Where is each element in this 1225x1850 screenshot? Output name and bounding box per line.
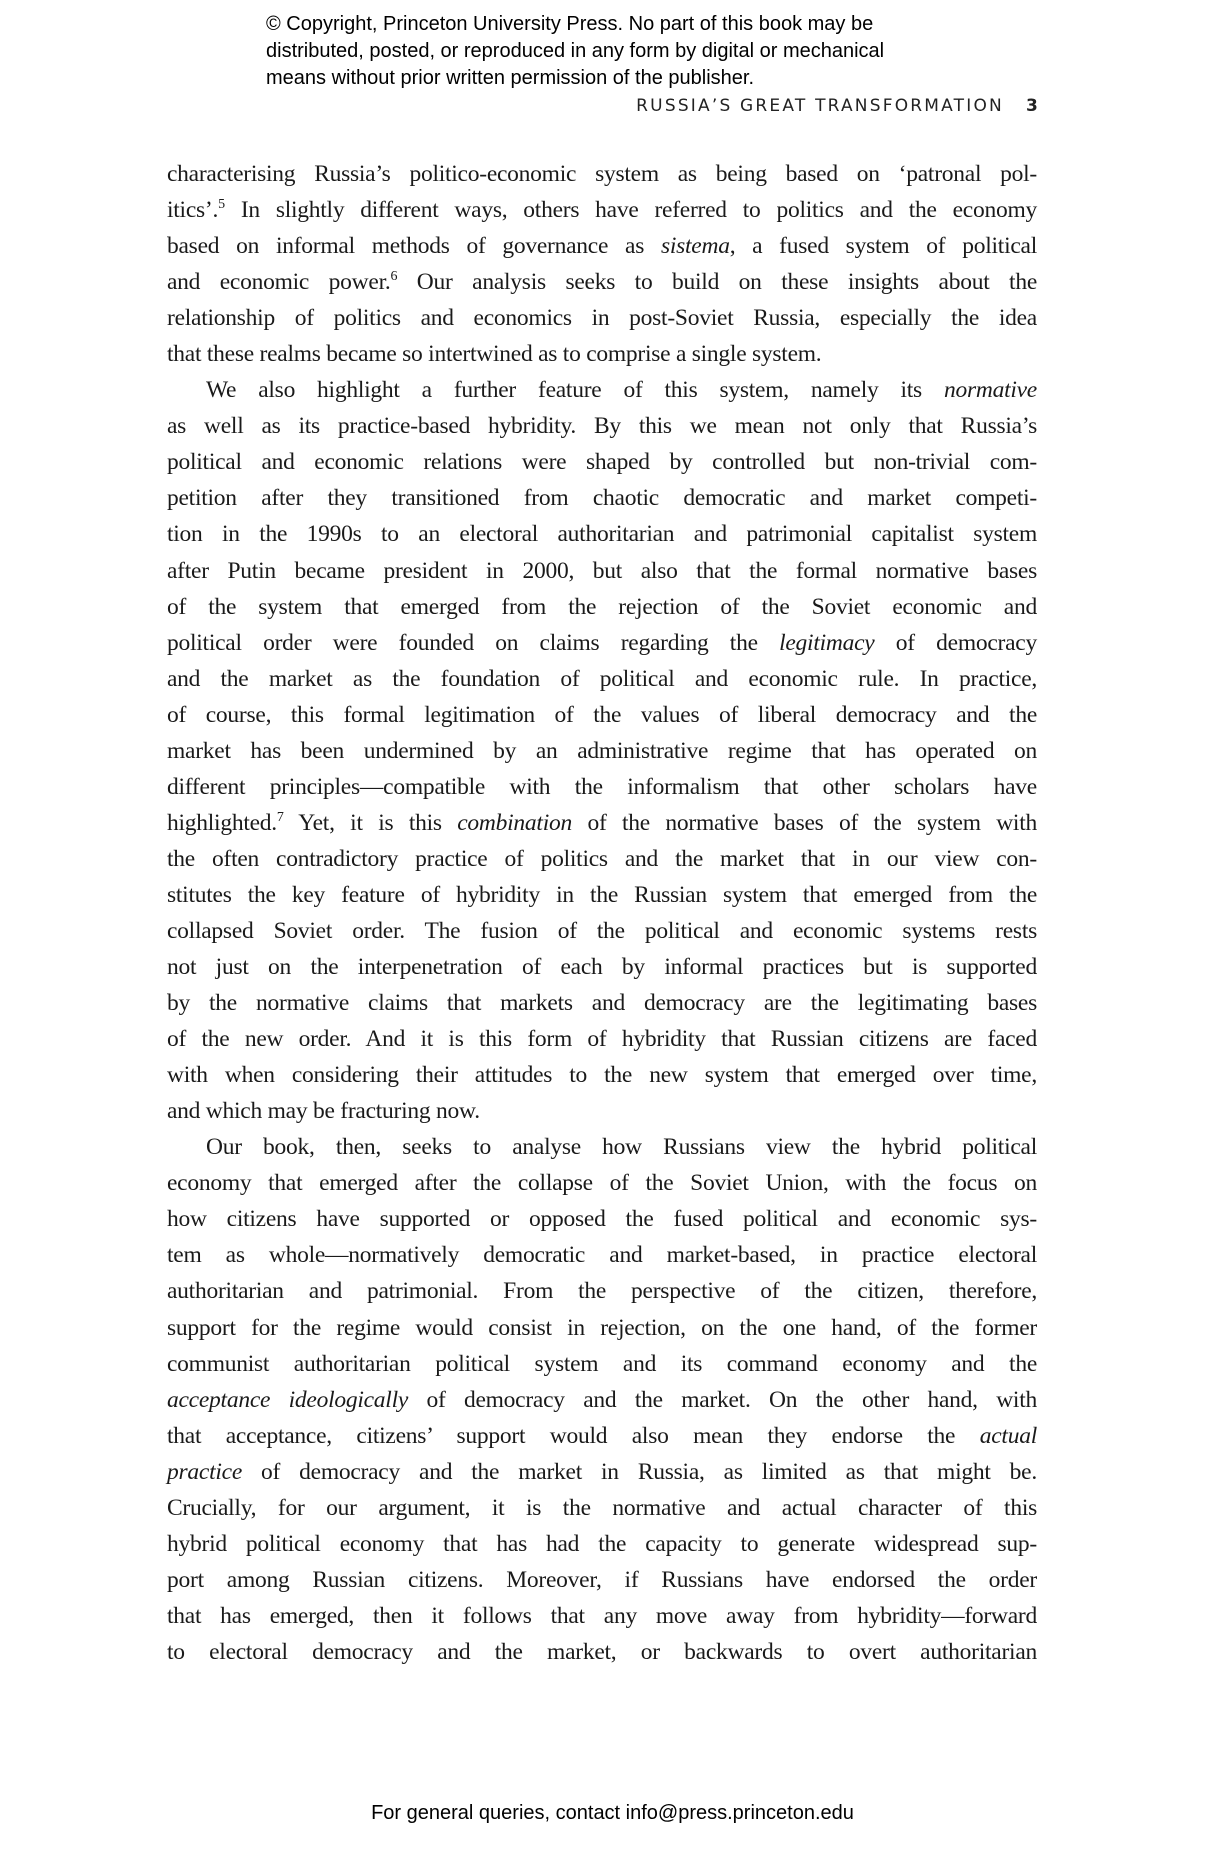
- text-line: [167, 336, 1037, 372]
- text-line: [167, 1418, 1037, 1454]
- text-line: [167, 1634, 1037, 1670]
- text-run: of course, this formal legitimation of the values of liberal democracy and the: [167, 701, 1037, 728]
- text-run: and economic power.: [167, 269, 391, 296]
- text-run: of the new order. And it is this form of hybridity that Russian citizens are faced: [167, 1026, 1037, 1053]
- text-run: of the system that emerged from the rejection of the Soviet economic and: [167, 593, 1037, 620]
- text-line: [167, 516, 1037, 552]
- text-line: [167, 444, 1037, 480]
- text-run: Our analysis seeks to build on these insights about the: [397, 269, 1038, 296]
- text-run: political order were founded on claims regarding the: [167, 629, 780, 656]
- running-head: [636, 96, 1040, 116]
- text-run: with when considering their attitudes to the new system that emerged over time,: [167, 1062, 1037, 1089]
- copyright-line: means without prior written permission of the publisher.: [266, 67, 755, 89]
- text-line: [167, 192, 1037, 228]
- text-line: [167, 1382, 1037, 1418]
- text-line: [167, 1310, 1037, 1346]
- body-text: [167, 156, 1037, 1670]
- text-line: [167, 841, 1037, 877]
- italic-text: normative: [943, 377, 1037, 404]
- text-line: [167, 1346, 1037, 1382]
- text-line: [167, 264, 1037, 300]
- text-run: hybrid political economy that has had the capacity to generate widespread sup-: [167, 1530, 1037, 1557]
- italic-text: practice: [167, 1458, 242, 1485]
- text-run: Yet, it is this: [283, 809, 458, 836]
- text-run: to electoral democracy and the market, or backwards to overt authoritarian: [167, 1638, 1037, 1665]
- text-run: that has emerged, then it follows that any move away from hybridity—forward: [167, 1602, 1037, 1629]
- text-line: [167, 1057, 1037, 1093]
- text-run: of democracy and the market. On the other hand, with: [408, 1386, 1037, 1413]
- text-line: [167, 1273, 1037, 1309]
- text-line: [167, 661, 1037, 697]
- text-line: [167, 1129, 1037, 1165]
- text-run: collapsed Soviet order. The fusion of the political and economic systems rests: [167, 917, 1037, 944]
- text-line: [167, 228, 1037, 264]
- text-line: [167, 1598, 1037, 1634]
- text-run: authoritarian and patrimonial. From the perspective of the citizen, therefore,: [167, 1278, 1037, 1305]
- text-run: In slightly different ways, others have referred to politics and the economy: [224, 197, 1037, 224]
- text-run: of democracy and the market in Russia, as limited as that might be.: [242, 1458, 1037, 1485]
- text-run: as well as its practice-based hybridity. By this we mean not only that Russia’s: [167, 413, 1037, 440]
- italic-text: sistema: [660, 233, 730, 260]
- text-run: petition after they transitioned from chaotic democratic and market competi-: [167, 485, 1037, 512]
- text-line: [167, 877, 1037, 913]
- text-line: [167, 1021, 1037, 1057]
- text-run: Crucially, for our argument, it is the normative and actual character of this: [167, 1494, 1037, 1521]
- text-run: how citizens have supported or opposed the fused political and economic sys-: [167, 1206, 1037, 1233]
- copyright-line: © Copyright, Princeton University Press. No part of this book may be: [266, 13, 874, 35]
- text-run: that acceptance, citizens’ support would also mean they endorse the: [167, 1422, 980, 1449]
- text-run: economy that emerged after the collapse of the Soviet Union, with the focus on: [167, 1170, 1037, 1197]
- text-run: not just on the interpenetration of each by informal practices but is supported: [167, 954, 1037, 981]
- text-line: [167, 1201, 1037, 1237]
- text-run: based on informal methods of governance as: [167, 233, 661, 260]
- text-run: and the market as the foundation of political and economic rule. In practice,: [167, 665, 1037, 692]
- text-line: [167, 589, 1037, 625]
- text-line: [167, 1490, 1037, 1526]
- text-run: different principles—compatible with the informalism that other scholars have: [167, 773, 1037, 800]
- text-line: [167, 1526, 1037, 1562]
- text-run: Our book, then, seeks to analyse how Russians view the hybrid political: [206, 1134, 1037, 1161]
- italic-text: actual: [979, 1422, 1037, 1449]
- text-line: [167, 1562, 1037, 1598]
- text-line: [167, 156, 1037, 192]
- italic-text: acceptance ideologically: [167, 1386, 409, 1413]
- text-run: of democracy: [874, 629, 1037, 656]
- text-run: highlighted.: [167, 809, 277, 836]
- text-run: , a fused system of political: [729, 233, 1037, 260]
- text-run: itics’.: [167, 197, 219, 224]
- text-run: political and economic relations were shaped by controlled but non-trivial com-: [167, 449, 1037, 476]
- italic-text: legitimacy: [779, 629, 875, 656]
- text-line: [167, 949, 1037, 985]
- running-head-title: RUSSIA’S GREAT TRANSFORMATION: [636, 96, 1004, 116]
- text-line: [167, 733, 1037, 769]
- footnote-marker: 7: [276, 810, 284, 826]
- page-number: 3: [1025, 96, 1040, 116]
- text-run: port among Russian citizens. Moreover, if Russians have endorsed the order: [167, 1566, 1037, 1593]
- text-run: the often contradictory practice of politics and the market that in our view con-: [167, 845, 1037, 872]
- text-line: [167, 372, 1037, 408]
- text-run: after Putin became president in 2000, but also that the formal normative bases: [167, 557, 1037, 584]
- text-run: communist authoritarian political system and its command economy and the: [167, 1350, 1037, 1377]
- text-line: [167, 1237, 1037, 1273]
- text-run: stitutes the key feature of hybridity in the Russian system that emerged from the: [167, 881, 1037, 908]
- copyright-notice: [266, 11, 1026, 92]
- text-line: [167, 805, 1037, 841]
- text-line: [167, 1454, 1037, 1490]
- text-run: characterising Russia’s politico-economic system as being based on ‘patronal pol-: [167, 161, 1037, 187]
- text-run: We also highlight a further feature of this system, namely its: [206, 377, 944, 404]
- text-line: [167, 697, 1037, 733]
- paragraph: [167, 1129, 1037, 1670]
- footnote-marker: 5: [218, 197, 225, 213]
- text-line: [167, 1165, 1037, 1201]
- text-line: [167, 625, 1037, 661]
- text-line: [167, 1093, 1037, 1129]
- text-line: [167, 480, 1037, 516]
- text-line: [167, 769, 1037, 805]
- text-run: of the normative bases of the system with: [572, 809, 1037, 836]
- footnote-marker: 6: [390, 269, 398, 285]
- text-line: [167, 300, 1037, 336]
- text-run: that these realms became so intertwined as to comprise a single system.: [167, 341, 822, 368]
- text-line: [167, 408, 1037, 444]
- text-run: support for the regime would consist in rejection, on the one hand, of the former: [167, 1314, 1037, 1341]
- text-run: by the normative claims that markets and democracy are the legitimating bases: [167, 990, 1037, 1017]
- copyright-line: distributed, posted, or reproduced in any form by digital or mechanical: [266, 40, 885, 62]
- text-run: tion in the 1990s to an electoral authoritarian and patrimonial capitalist system: [167, 521, 1037, 548]
- italic-text: combination: [457, 809, 572, 836]
- text-run: relationship of politics and economics in post-Soviet Russia, especially the idea: [167, 305, 1037, 332]
- text-line: [167, 913, 1037, 949]
- text-line: [167, 553, 1037, 589]
- footer-contact: For general queries, contact info@press.princeton.edu: [371, 1802, 854, 1824]
- text-run: market has been undermined by an administrative regime that has operated on: [167, 737, 1037, 764]
- paragraph: [167, 372, 1037, 1129]
- paragraph: [167, 156, 1037, 372]
- text-run: and which may be fracturing now.: [167, 1098, 480, 1125]
- text-run: tem as whole—normatively democratic and market-based, in practice electoral: [167, 1242, 1037, 1269]
- text-line: [167, 985, 1037, 1021]
